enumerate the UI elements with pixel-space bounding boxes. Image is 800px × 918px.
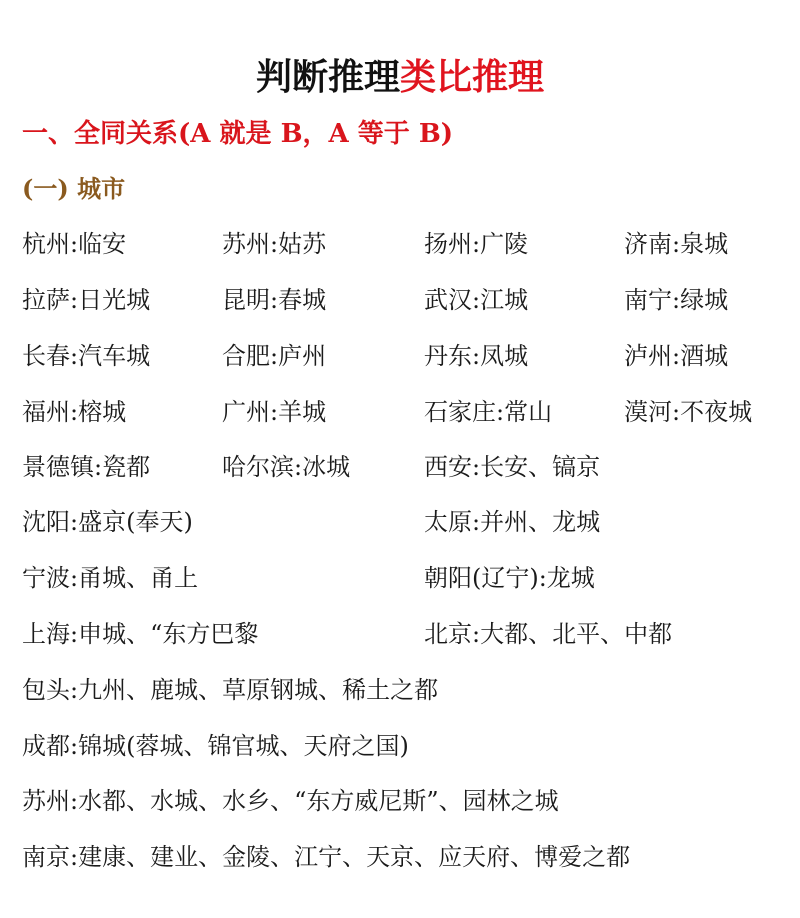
section-heading: 一、全同关系(A 就是 B，A 等于 B): [22, 119, 454, 149]
list-item: 宁波:甬城、甬上: [22, 564, 199, 592]
list-item: 昆明:春城: [222, 286, 327, 314]
list-item: 太原:并州、龙城: [424, 508, 601, 536]
list-item: 上海:申城、“东方巴黎: [22, 620, 259, 648]
list-item: 朝阳(辽宁):龙城: [424, 564, 595, 592]
list-item: 扬州:广陵: [424, 230, 529, 258]
list-item: 成都:锦城(蓉城、锦官城、天府之国): [22, 732, 409, 760]
list-item: 拉萨:日光城: [22, 286, 151, 314]
list-item: 沈阳:盛京(奉天): [22, 508, 193, 536]
list-item: 广州:羊城: [222, 398, 327, 426]
list-item: 西安:长安、镐京: [424, 453, 601, 481]
list-item: 长春:汽车城: [22, 342, 151, 370]
list-item: 合肥:庐州: [222, 342, 327, 370]
list-item: 包头:九州、鹿城、草原钢城、稀土之都: [22, 676, 439, 704]
page-title: [0, 52, 800, 102]
list-item: 南宁:绿城: [624, 286, 729, 314]
list-item: 苏州:水都、水城、水乡、“东方威尼斯”、园林之城: [22, 787, 559, 815]
list-item: 福州:榕城: [22, 398, 127, 426]
list-item: 哈尔滨:冰城: [222, 453, 351, 481]
list-item: 济南:泉城: [624, 230, 729, 258]
list-item: 杭州:临安: [22, 230, 127, 258]
list-item: 景德镇:瓷都: [22, 453, 151, 481]
list-item: 北京:大都、北平、中都: [424, 620, 673, 648]
list-item: 石家庄:常山: [424, 398, 553, 426]
list-item: 苏州:姑苏: [222, 230, 327, 258]
title-part-topic: 类比推理: [400, 56, 545, 98]
subsection-heading: (一) 城市: [22, 174, 126, 203]
list-item: 南京:建康、建业、金陵、江宁、天京、应天府、博爱之都: [22, 843, 631, 871]
title-part-main: 判断推理: [255, 56, 400, 98]
list-item: 漠河:不夜城: [624, 398, 753, 426]
list-item: 武汉:江城: [424, 286, 529, 314]
list-item: 泸州:酒城: [624, 342, 729, 370]
list-item: 丹东:凤城: [424, 342, 529, 370]
